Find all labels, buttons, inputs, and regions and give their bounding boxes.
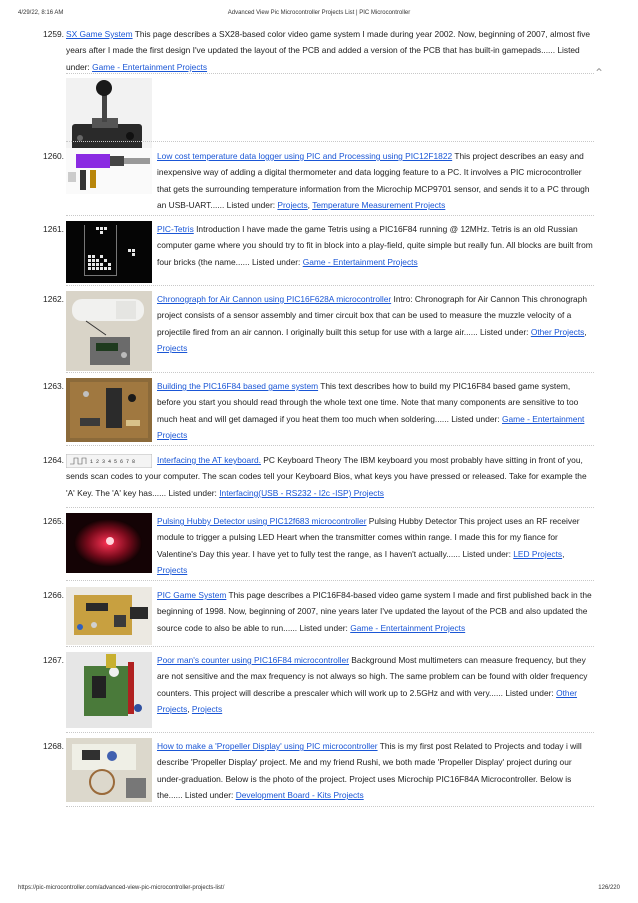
usb-board-photo	[66, 148, 152, 194]
counter-photo	[66, 652, 152, 728]
entry-text	[66, 26, 593, 75]
entry-number: 1267.	[43, 655, 64, 665]
entry-title-link[interactable]: Interfacing the AT keyboard.	[157, 455, 261, 465]
category-link[interactable]: Other Projects	[157, 687, 578, 715]
entry-number: 1259.	[43, 29, 64, 39]
separator	[66, 646, 594, 647]
entry-title-link[interactable]: Building the PIC16F84 based game system	[157, 381, 319, 391]
entry-image	[66, 587, 152, 645]
entry-description: Introduction I have made the game Tetris using a PIC16F84 running @ 12MHz. Tetris is an old Russian computer game where you should try to fit in block into a play-field, quite simple but really fun. All blocks are built from four bricks (the name...... Listed under:	[157, 224, 593, 267]
category-link[interactable]: Projects	[191, 704, 223, 715]
category-link[interactable]: Projects	[277, 200, 308, 211]
entry-title-link[interactable]: SX Game System	[66, 29, 133, 39]
entry-title-link[interactable]: Pulsing Hubby Detector using PIC12f683 microcontroller	[157, 516, 367, 526]
separator	[66, 445, 594, 446]
entry-description: Intro: Chronograph for Air Cannon This chronograph project consists of a sensor assembly and timer circuit box that can be used to measure the muzzle velocity of a projectile fired from an air cannon. I originally built this setup for use with a large air...... Listed under:	[157, 294, 588, 337]
page-title: Advanced View Pic Microcontroller Projects List | PIC Microcontroller	[227, 10, 411, 16]
entry-description: This is my first post Related to Projects and today i will describe 'Propeller Display' project. Me and my friend Rushi, we both made 'Propeller Display' project during our under-graduation. Below is the photo of the project. Project uses Microchip PIC16F84A Microcontroller. Below is the...... Listed under:	[157, 741, 582, 801]
chevron-up-icon[interactable]: ⌃	[593, 66, 605, 80]
entry-text: Chronograph for Air Cannon using PIC16F628A microcontroller Intro: Chronograph for Air Cannon This chronograph project consists of a sensor assembly and timer circuit box that can be used to measure the muzzle velocity of a projectile fired from an air cannon. I originally built this setup for use with a large air...... Listed under: Other Projects, Projects	[157, 294, 588, 354]
entry-image	[66, 148, 152, 194]
separator	[66, 285, 594, 286]
category-link[interactable]: Other Projects	[530, 326, 585, 337]
separator	[66, 732, 594, 733]
entry-text	[157, 221, 593, 270]
category-link[interactable]: Development Board - Kits Projects	[235, 790, 364, 801]
entry-number: 1262.	[43, 294, 64, 304]
entry-image	[66, 291, 152, 371]
entry-description: This text describes how to build my PIC16F84 based game system, before you start you should read through the whole text one time. Note that many components are sensitive to too much heat and will get damaged if you heat them too much when soldering...... Listed under:	[157, 381, 579, 424]
category-link[interactable]: Game - Entertainment Projects	[350, 622, 466, 633]
entry-title-link[interactable]: Low cost temperature data logger using PIC and Processing using PIC12F1822	[157, 151, 453, 161]
entry-text: Low cost temperature data logger using PIC and Processing using PIC12F1822 This project describes an easy and inexpensive way of adding a digital thermometer and data logging feature to a PC. It involves a PIC microcontroller that gets the surrounding temperature information from the Microchip MCP9701 sensor, and sends it to a PC through an USB-UART...... Listed under: Projects, Temperature Measurement Projects	[157, 151, 590, 211]
entry-title-link[interactable]: PIC-Tetris	[157, 224, 194, 234]
category-link[interactable]: Interfacing(USB - RS232 - I2c -ISP) Projects	[219, 487, 384, 498]
entry-text: Pulsing Hubby Detector using PIC12f683 microcontroller Pulsing Hubby Detector This project uses an RF receiver module to trigger a pulsing LED Heart when the transmitter comes within range. I made this for my fiance for Valentine's Day this year. I have yet to fully test the range, as I haven't actually...... Listed under: LED Projects, Projects	[157, 516, 580, 576]
entry-description: PC Keyboard Theory The IBM keyboard you most probably have sitting in front of you, sends scan codes to your computer. The scan codes tell your Keyboard Bios, what keys you have pressed or released. Take for example the 'A' Key. The 'A' key has...... Listed under:	[66, 455, 587, 498]
entry-image	[66, 378, 152, 442]
heart-led-photo	[66, 513, 152, 573]
entry-text	[157, 738, 593, 804]
separator	[66, 580, 594, 581]
entry-text: Poor man's counter using PIC16F84 microcontroller Background Most multimeters can measure frequency, but they are not sensitive and the max frequency is not always so high. The same problem can be found with older frequency counters. This project will describe a prescaler which will work up to 2.5GHz and with very...... Listed under: Other Projects, Projects	[157, 655, 588, 715]
entry-description: This page describes a PIC16F84-based video game system I made and first published back in the beginning of 1998. Now, beginning of 2007, nine years later I've updated the layout of the PCB and also updated the source code to also be able to run...... Listed under:	[157, 590, 592, 633]
category-link[interactable]: Projects	[157, 343, 188, 354]
entry-text-continued	[66, 485, 593, 501]
entry-number: 1266.	[43, 590, 64, 600]
propeller-display-photo	[66, 738, 152, 802]
entry-description: Background Most multimeters can measure frequency, but they are not sensitive and the max frequency is not always so high. The same problem can be found with older frequency counters. This project will describe a prescaler which will work up to 2.5GHz and with very...... Listed under:	[157, 655, 588, 698]
tetris-screen	[66, 221, 152, 283]
entry-text	[157, 587, 593, 636]
category-link[interactable]: Game - Entertainment Projects	[157, 413, 585, 441]
page-number: 126/220	[598, 885, 620, 891]
pcb-photo	[66, 378, 152, 442]
print-datetime: 4/29/22, 8:16 AM	[18, 10, 64, 16]
entry-image	[66, 221, 152, 283]
page-url: https://pic-microcontroller.com/advanced-view-pic-microcontroller-projects-list/	[18, 885, 225, 891]
category-link[interactable]: Projects	[157, 565, 188, 576]
category-link[interactable]: Game - Entertainment Projects	[92, 61, 208, 72]
separator	[66, 73, 594, 74]
entry-image	[66, 513, 152, 573]
entry-title-link[interactable]: Poor man's counter using PIC16F84 microcontroller	[157, 655, 349, 665]
entry-title-link[interactable]: Chronograph for Air Cannon using PIC16F628A microcontroller	[157, 294, 392, 304]
entry-number: 1261.	[43, 224, 64, 234]
entry-number: 1263.	[43, 381, 64, 391]
entry-image	[66, 738, 152, 802]
category-link[interactable]: Game - Entertainment Projects	[302, 256, 418, 267]
entry-number: 1264.	[43, 455, 64, 465]
entry-number: 1260.	[43, 151, 64, 161]
category-link[interactable]: Temperature Measurement Projects	[312, 200, 446, 211]
entry-description: This project describes an easy and inexpensive way of adding a digital thermometer and data logging feature to a PC. It involves a PIC microcontroller that gets the surrounding temperature information from the Microchip MCP9701 sensor, and sends it to a PC through an USB-UART...... Listed under:	[157, 151, 590, 211]
entry-description: Pulsing Hubby Detector This project uses an RF receiver module to trigger a pulsing LED Heart when the transmitter comes within range. I made this for my fiance for Valentine's Day this year. I have yet to fully test the range, as I haven't actually...... Listed under:	[157, 516, 580, 559]
entry-number: 1268.	[43, 741, 64, 751]
separator	[66, 141, 594, 142]
category-link[interactable]: LED Projects	[513, 548, 563, 559]
separator	[66, 215, 594, 216]
entry-number: 1265.	[43, 516, 64, 526]
game-pcb-photo	[66, 587, 152, 645]
separator	[66, 507, 594, 508]
separator	[66, 806, 594, 807]
separator	[66, 372, 594, 373]
entry-title-link[interactable]: PIC Game System	[157, 590, 227, 600]
chronograph-photo	[66, 291, 152, 371]
entry-image	[66, 652, 152, 728]
entry-description: This page describes a SX28-based color video game system I made during year 2002. Now, beginning of 2007, almost five years after I made the first design I've updated the layout of the PCB and added a version of the PCB that has built-in gamepads...... Listed under:	[66, 29, 591, 72]
entry-text	[157, 378, 593, 444]
scancode-label: 1 2 3 4 5 6 7 8	[90, 459, 136, 465]
entry-title-link[interactable]: How to make a 'Propeller Display' using PIC microcontroller	[157, 741, 378, 751]
